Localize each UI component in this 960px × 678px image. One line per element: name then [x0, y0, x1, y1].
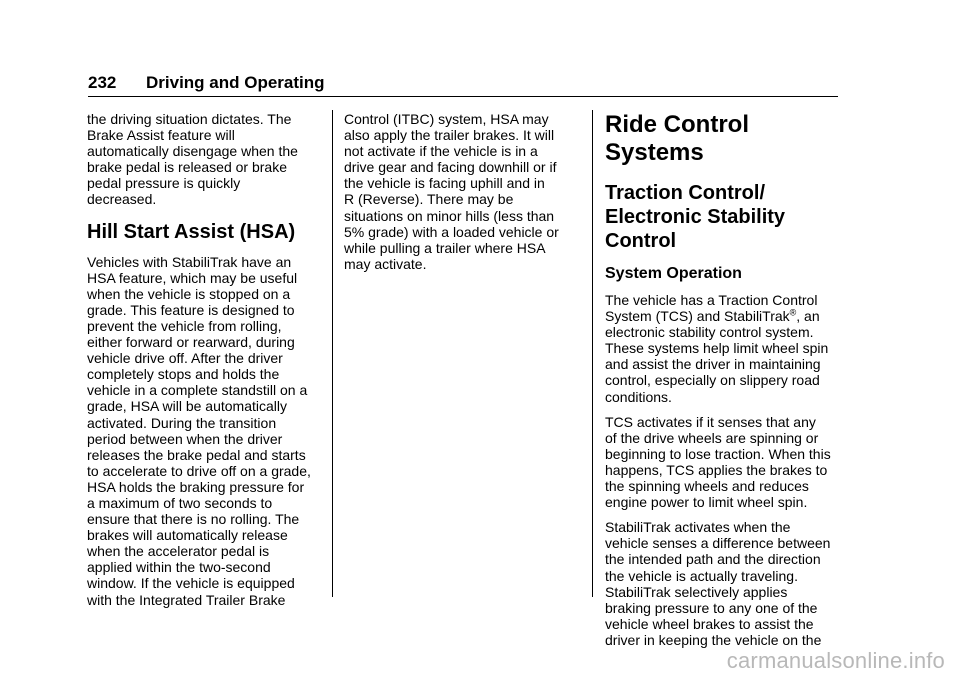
- text-line: beginning to lose traction. When this: [605, 445, 831, 462]
- text-line: Brake Assist feature will: [87, 127, 235, 144]
- text-line: while pulling a trailer where HSA: [344, 239, 546, 256]
- text-line: the vehicle is actually traveling.: [605, 567, 798, 584]
- text-line: when the vehicle is stopped on a: [87, 285, 291, 302]
- header-divider: [88, 96, 838, 97]
- page-number: 232: [88, 73, 117, 92]
- text-line: ensure that there is no rolling. The: [87, 511, 300, 528]
- text-line: of the drive wheels are spinning or: [605, 429, 819, 446]
- text-line: the vehicle is facing uphill and in: [344, 175, 545, 192]
- text-line: TCS activates if it senses that any: [605, 413, 816, 430]
- text-line: vehicle wheel brakes to assist the: [605, 615, 814, 632]
- text-line: to accelerate to drive off on a grade,: [87, 462, 311, 479]
- text-line: control, especially on slippery road: [605, 372, 820, 389]
- text-line: window. If the vehicle is equipped: [87, 575, 295, 592]
- text-line: completely stops and holds the: [87, 366, 280, 383]
- text-line: with the Integrated Trailer Brake: [87, 591, 286, 608]
- text-line: grade. This feature is designed to: [87, 301, 295, 318]
- text-line: vehicle senses a difference between: [605, 535, 831, 552]
- text-line: vehicle drive off. After the driver: [87, 350, 283, 367]
- text-line: brakes will automatically release: [87, 527, 288, 544]
- text-line: and assist the driver in maintaining: [605, 356, 821, 373]
- text-line: 5% grade) with a loaded vehicle or: [344, 223, 559, 240]
- registered-mark: ®: [789, 307, 797, 318]
- text-line: Traction Control/: [605, 182, 765, 204]
- ride-control-heading: Ride Control Systems: [605, 111, 749, 166]
- text-line: also apply the trailer brakes. It will: [344, 127, 555, 144]
- text-line: These systems help limit wheel spin: [605, 340, 829, 357]
- text-fragment: , an: [796, 308, 820, 325]
- text-line: activated. During the transition: [87, 414, 277, 431]
- column-divider-2: [592, 110, 593, 597]
- text-line: vehicle in a complete standstill on a: [87, 382, 308, 399]
- brake-assist-continued-paragraph: [87, 111, 325, 208]
- hsa-continued-paragraph: [344, 111, 580, 272]
- text-line: Vehicles with StabiliTrak have an: [87, 253, 292, 270]
- text-line: [605, 308, 843, 324]
- text-line: drive gear and facing downhill or if: [344, 159, 557, 176]
- text-line: Control (ITBC) system, HSA may: [344, 111, 549, 127]
- text-line: the spinning wheels and reduces: [605, 478, 809, 495]
- page-header: [88, 70, 838, 97]
- text-line: happens, TCS applies the brakes to: [605, 461, 828, 478]
- hsa-paragraph: [87, 254, 325, 608]
- text-line: applied within the two-second: [87, 559, 271, 576]
- traction-control-heading: [605, 181, 843, 253]
- text-line: driver in keeping the vehicle on the: [605, 631, 822, 648]
- text-line: StabiliTrak selectively applies: [605, 583, 788, 600]
- text-line: when the accelerator pedal is: [87, 543, 270, 560]
- text-line: braking pressure to any one of the: [605, 599, 818, 616]
- text-line: HSA feature, which may be useful: [87, 269, 298, 286]
- system-operation-heading: System Operation: [605, 265, 742, 282]
- text-line: grade, HSA will be automatically: [87, 398, 287, 415]
- column-divider-1: [332, 110, 333, 597]
- text-line: automatically disengage when the: [87, 143, 298, 160]
- column-3: [605, 111, 843, 657]
- text-line: the driving situation dictates. The: [87, 111, 292, 127]
- text-line: electronic stability control system.: [605, 324, 814, 341]
- text-fragment: System (TCS) and StabiliTrak: [605, 308, 790, 325]
- text-line: brake pedal is released or brake: [87, 159, 288, 176]
- text-line: the intended path and the direction: [605, 551, 821, 568]
- text-line: Electronic Stability: [605, 206, 786, 228]
- text-line: engine power to limit wheel spin.: [605, 494, 808, 511]
- watermark: carmanualsonline.info: [726, 648, 945, 673]
- text-line: period between when the driver: [87, 430, 283, 447]
- stabilitrak-paragraph: [605, 519, 843, 648]
- text-line: may activate.: [344, 255, 427, 272]
- section-title: Driving and Operating: [146, 73, 325, 92]
- tcs-paragraph: [605, 414, 843, 511]
- hsa-heading: Hill Start Assist (HSA): [87, 220, 296, 243]
- text-line: The vehicle has a Traction Control: [605, 292, 818, 308]
- column-1: [87, 111, 325, 617]
- text-line: HSA holds the braking pressure for: [87, 478, 305, 495]
- text-line: conditions.: [605, 388, 672, 405]
- text-line: a maximum of two seconds to: [87, 494, 273, 511]
- text-line: situations on minor hills (less than: [344, 207, 555, 224]
- text-line: Control: [605, 230, 677, 252]
- text-line: not activate if the vehicle is in a: [344, 143, 538, 160]
- text-line: R (Reverse). There may be: [344, 191, 514, 208]
- column-2: [344, 111, 580, 281]
- text-line: releases the brake pedal and starts: [87, 446, 306, 463]
- text-line: prevent the vehicle from rolling,: [87, 317, 282, 334]
- text-lines: [605, 324, 843, 404]
- text-line: StabiliTrak activates when the: [605, 519, 791, 536]
- system-operation-paragraph: [605, 292, 843, 405]
- text-line: pedal pressure is quickly: [87, 175, 241, 192]
- text-line: either forward or rearward, during: [87, 334, 295, 351]
- text-line: decreased.: [87, 191, 157, 208]
